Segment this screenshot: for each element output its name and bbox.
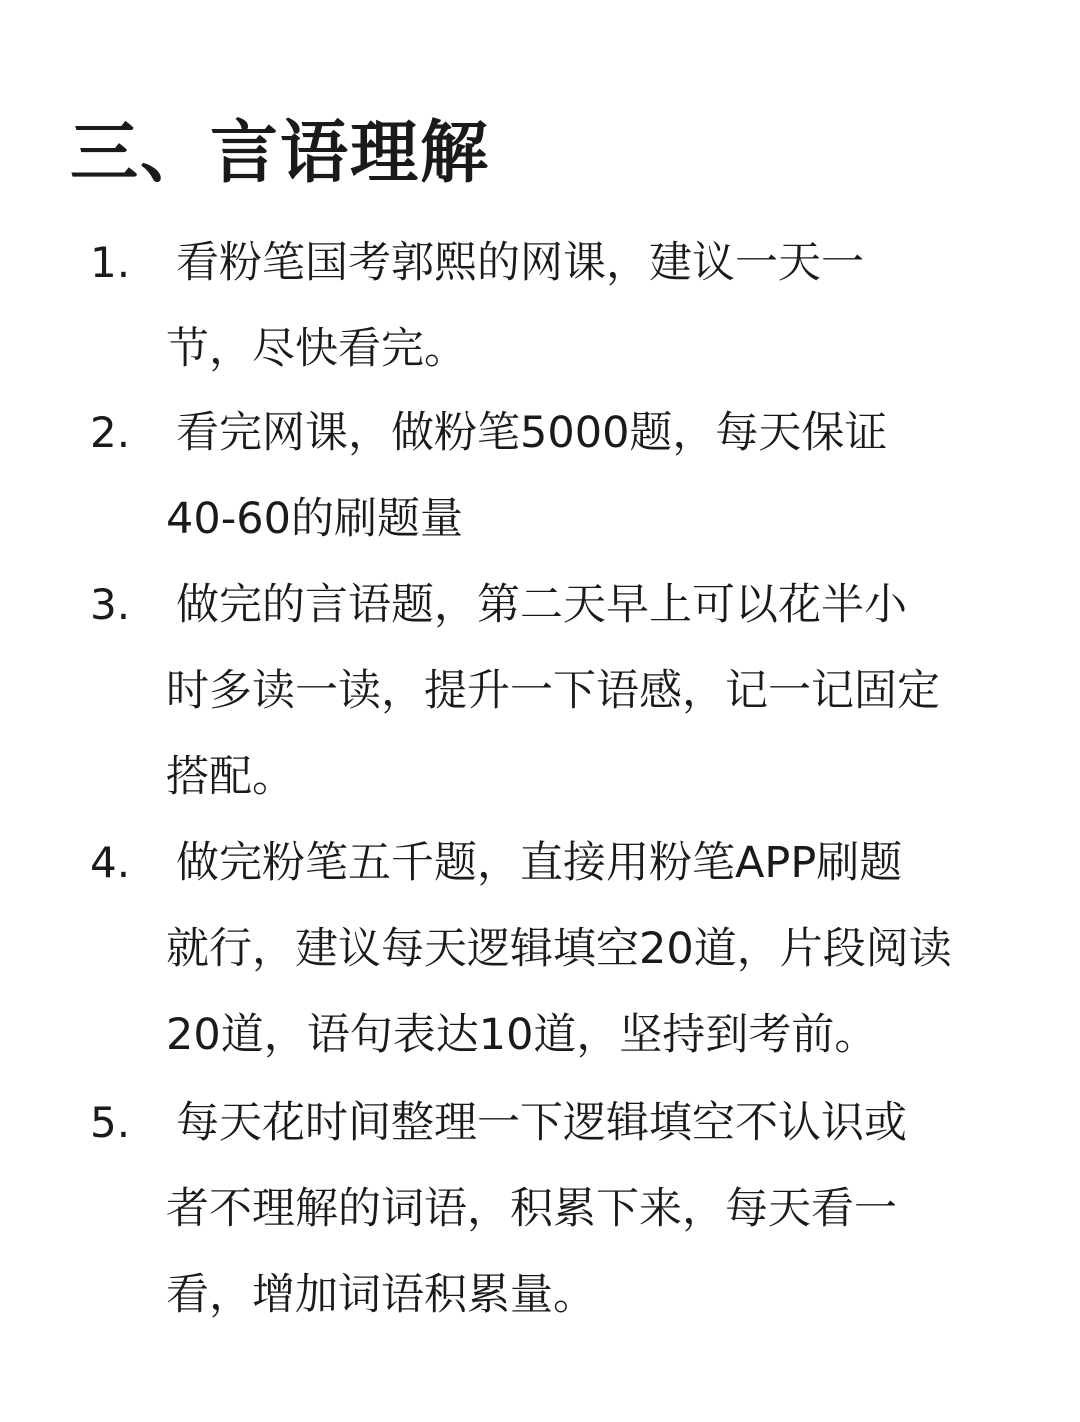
list-item-number: 4. xyxy=(90,838,131,887)
list-item-text xyxy=(166,220,1046,392)
list-item-line: 看完网课，做粉笔5000题，每天保证 xyxy=(176,408,888,458)
list-item-line: 就行，建议每天逻辑填空20道，片段阅读 xyxy=(166,924,952,974)
list-item-line: 看粉笔国考郭熙的网课，建议一天一 xyxy=(176,238,864,288)
list-item-number: 3. xyxy=(90,580,131,629)
list-item-line: 40-60的刷题量 xyxy=(166,494,463,544)
list-item-number: 5. xyxy=(90,1098,131,1147)
list-item-text xyxy=(166,562,1046,820)
section-title: 三、言语理解 xyxy=(70,114,491,193)
list-item-text xyxy=(166,1080,1046,1338)
list-item-line: 做完粉笔五千题，直接用粉笔APP刷题 xyxy=(176,838,903,888)
list-item-line: 节，尽快看完。 xyxy=(166,324,467,374)
list-item-line: 做完的言语题，第二天早上可以花半小 xyxy=(176,580,907,630)
list-item-line: 时多读一读，提升一下语感，记一记固定 xyxy=(166,666,940,716)
list-item-line: 者不理解的词语，积累下来，每天看一 xyxy=(166,1184,897,1234)
list-item-text xyxy=(166,820,1046,1078)
list-item-line: 搭配。 xyxy=(166,752,295,802)
list-item-number: 1. xyxy=(90,238,131,287)
list-item-line: 看，增加词语积累量。 xyxy=(166,1270,596,1320)
list-item-number: 2. xyxy=(90,408,131,457)
list-item-text xyxy=(166,390,1046,562)
list-item-line: 20道，语句表达10道，坚持到考前。 xyxy=(166,1010,878,1060)
list-item-line: 每天花时间整理一下逻辑填空不认识或 xyxy=(176,1098,907,1148)
